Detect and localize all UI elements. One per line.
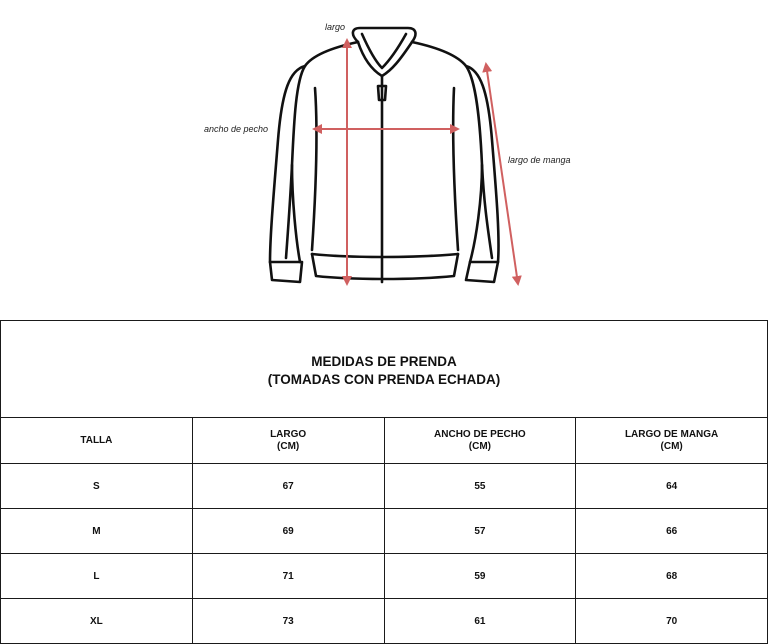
- table-title-line-1: MEDIDAS DE PRENDA: [311, 354, 457, 369]
- table-title-line-2: (TOMADAS CON PRENDA ECHADA): [267, 372, 501, 387]
- cell-sleeve: 68: [576, 554, 768, 599]
- jacket-diagram: [0, 0, 768, 300]
- header-size-label: TALLA: [80, 434, 113, 446]
- cell-chest: 61: [384, 599, 576, 644]
- header-row: [1, 418, 768, 464]
- cell-sleeve: 70: [576, 599, 768, 644]
- length-label: largo: [325, 22, 346, 32]
- cell-chest: 59: [384, 554, 576, 599]
- cell-size: M: [1, 509, 193, 554]
- header-length-unit: (CM): [277, 440, 300, 452]
- header-sleeve-unit: (CM): [660, 440, 683, 452]
- cell-size: XL: [1, 599, 193, 644]
- header-sleeve: [576, 418, 768, 464]
- table-row: [1, 599, 768, 644]
- cell-chest: 57: [384, 509, 576, 554]
- table-row: [1, 509, 768, 554]
- header-sleeve-label: LARGO DE MANGA: [624, 428, 719, 440]
- jacket-outline-icon: [270, 28, 499, 282]
- size-chart-table: [0, 320, 768, 644]
- sleeve-length-label: largo de manga: [508, 155, 571, 165]
- header-chest: [384, 418, 576, 464]
- cell-chest: 55: [384, 464, 576, 509]
- header-size: [1, 418, 193, 464]
- table-row: [1, 464, 768, 509]
- table-title: [1, 321, 768, 418]
- header-length-label: LARGO: [270, 428, 307, 440]
- cell-size: S: [1, 464, 193, 509]
- measurement-arrows: [314, 40, 518, 284]
- chest-width-label: ancho de pecho: [204, 124, 269, 134]
- cell-length: 73: [192, 599, 384, 644]
- cell-size: L: [1, 554, 193, 599]
- header-chest-label: ANCHO DE PECHO: [434, 428, 526, 440]
- header-length: [192, 418, 384, 464]
- cell-sleeve: 64: [576, 464, 768, 509]
- cell-length: 69: [192, 509, 384, 554]
- cell-length: 67: [192, 464, 384, 509]
- cell-length: 71: [192, 554, 384, 599]
- cell-sleeve: 66: [576, 509, 768, 554]
- title-row: [1, 321, 768, 418]
- table-row: [1, 554, 768, 599]
- header-chest-unit: (CM): [468, 440, 491, 452]
